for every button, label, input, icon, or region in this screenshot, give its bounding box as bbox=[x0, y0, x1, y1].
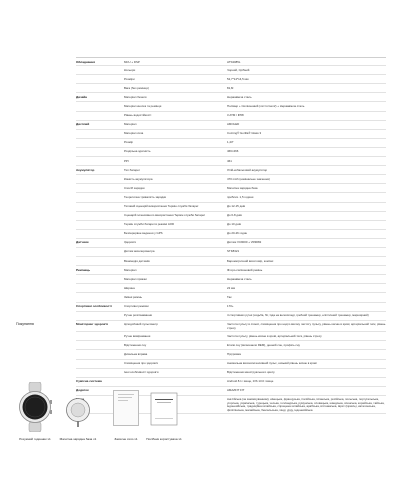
spec-key: Тип батареї bbox=[124, 167, 140, 172]
spec-category: Моніторинг здоров'я bbox=[76, 322, 108, 327]
spec-row bbox=[76, 184, 386, 193]
spec-row bbox=[76, 312, 386, 321]
spec-category bbox=[76, 350, 124, 353]
spec-row bbox=[76, 350, 386, 359]
spec-table bbox=[76, 57, 386, 414]
spec-value: Corning® Gorilla® Glass 3 bbox=[227, 131, 262, 136]
spec-value: Нержавіюча сталь bbox=[227, 94, 252, 99]
package-label-glass: Захисне скло x1 bbox=[114, 437, 138, 441]
spec-row bbox=[76, 275, 386, 284]
spec-key: Розміри bbox=[124, 76, 135, 81]
spec-value: AMOLED bbox=[227, 122, 240, 127]
spec-value: Аномальна високоінтенсивний пульс, низький рівень кисню в крові bbox=[227, 361, 317, 365]
spec-category bbox=[76, 148, 124, 151]
spec-category bbox=[76, 221, 124, 224]
spec-row bbox=[76, 221, 386, 230]
spec-key: Взаємодія датчиків bbox=[124, 258, 150, 263]
spec-category bbox=[76, 275, 124, 278]
spec-key: Інші особливості здоров'я bbox=[124, 370, 159, 375]
spec-value: Датчик VC9000 + VR9082 bbox=[227, 240, 262, 245]
spec-key: Роздільна здатність bbox=[124, 149, 151, 154]
spec-row bbox=[76, 332, 386, 341]
spec-value: 170+ bbox=[227, 304, 234, 309]
spec-value: 466×466 bbox=[227, 149, 239, 154]
spec-key: Датчик акселерометра bbox=[124, 249, 155, 254]
spec-row bbox=[76, 266, 386, 275]
spec-category bbox=[76, 102, 124, 105]
watch-icon bbox=[18, 382, 52, 432]
spec-category bbox=[76, 175, 124, 178]
spec-category bbox=[76, 139, 124, 142]
spec-category bbox=[76, 203, 124, 206]
spec-key: Ручне вимірювання bbox=[124, 333, 151, 338]
spec-key: MCU + DSP bbox=[124, 59, 140, 64]
spec-value: 81,8г bbox=[227, 85, 234, 90]
spec-category: Сумісна система bbox=[76, 379, 102, 384]
spec-key: Типовий сценарій використання Термін служби батареї bbox=[124, 204, 199, 208]
spec-row bbox=[76, 193, 386, 202]
spec-value: Частота пульсу в спокої, сповіщення про надто високу частоту пульсу, рівень кисню в крові, артеріальний тиск, рівень стресу bbox=[227, 322, 386, 330]
spec-value: Літій-кобальтовий акумулятор bbox=[227, 167, 268, 172]
spec-key: Вага (без ремінця) bbox=[124, 85, 149, 90]
spec-category bbox=[76, 112, 124, 115]
package-item-watch bbox=[18, 382, 52, 432]
spec-key: Рівень водостійкості bbox=[124, 113, 152, 118]
spec-row bbox=[76, 75, 386, 84]
spec-category bbox=[76, 312, 124, 315]
spec-key bbox=[124, 378, 227, 381]
spec-row bbox=[76, 378, 386, 387]
spec-key: Здоров'я bbox=[124, 240, 136, 245]
spec-category bbox=[76, 193, 124, 196]
spec-category bbox=[76, 184, 124, 187]
spec-key: Ємність акумулятора bbox=[124, 176, 153, 181]
spec-row bbox=[76, 369, 386, 378]
spec-category bbox=[76, 66, 124, 69]
spec-key: Цілодобовий пульсометр bbox=[124, 322, 158, 327]
spec-category bbox=[76, 212, 124, 215]
spec-row bbox=[76, 102, 386, 111]
spec-category bbox=[76, 360, 124, 363]
spec-value: STK8321 bbox=[227, 249, 240, 254]
spec-row bbox=[76, 84, 386, 93]
spec-row bbox=[76, 166, 386, 175]
spec-row bbox=[76, 66, 386, 75]
spec-key: PPI bbox=[124, 158, 129, 163]
spec-key: Матеріал кнопок та ремінця bbox=[124, 103, 162, 108]
spec-row bbox=[76, 341, 386, 350]
spec-key: Безперервне ведення у GPS bbox=[124, 231, 163, 236]
spec-value: До 6-8 днів bbox=[227, 213, 242, 218]
spec-category: Додаток bbox=[76, 388, 89, 393]
spec-key: Змінні ремінь bbox=[124, 294, 142, 299]
spec-key: Матеріал bbox=[124, 267, 137, 272]
spec-row bbox=[76, 157, 386, 166]
spec-category bbox=[76, 230, 124, 233]
spec-value: Підтримка bbox=[227, 351, 241, 356]
spec-row bbox=[76, 257, 386, 266]
spec-category bbox=[76, 75, 124, 78]
spec-category bbox=[76, 341, 124, 344]
spec-row bbox=[76, 175, 386, 184]
spec-key: Дихальна вправа bbox=[124, 351, 148, 356]
spec-value: 22 мм bbox=[227, 285, 235, 290]
package-item-manual bbox=[150, 392, 178, 426]
spec-value: Полімер + Силіконовий (лиття Gen2) + Нержавіюча сталь bbox=[227, 103, 305, 108]
spec-value: Англійська (за замовчуванням), німецька, французька, італійська, іспанська, російська, польська, португальська, угорська, українська, турецька, чеська, голландська, румунська, словацька, шведська, японська, корейська, тайська, індонезійська, традиційна китайська, спрощена китайська, арабська, в'єтнамська, іврит (ізраїль), каталонська, філіппінська, малайська, бенгальська, хінді, урду, індонезійська bbox=[227, 397, 385, 412]
spec-row bbox=[76, 284, 386, 293]
spec-row bbox=[76, 230, 386, 239]
spec-row bbox=[76, 212, 386, 221]
spec-key: Відстеження сну bbox=[124, 342, 147, 347]
spec-value: Етапи сну (включаючи REM), денний сон, профіль сну bbox=[227, 342, 300, 347]
package-item-charger bbox=[64, 396, 92, 428]
spec-value: Магнітна зарядна база bbox=[227, 185, 258, 190]
spec-category bbox=[76, 332, 124, 335]
spec-category: Дисплей bbox=[76, 122, 90, 127]
spec-row bbox=[76, 121, 386, 130]
spec-category bbox=[76, 293, 124, 296]
spec-key: Термін служби батареї в режимі AOD bbox=[124, 222, 175, 227]
package-label-charger: Магнітна зарядна база x1 bbox=[59, 437, 97, 441]
spec-value: До 12-15 днів bbox=[227, 204, 246, 208]
spec-row bbox=[76, 203, 386, 212]
package-label-manual: Посібник користувача x1 bbox=[146, 437, 182, 441]
spec-row bbox=[76, 130, 386, 139]
spec-value: 470 mAh (номінальне значення) bbox=[227, 176, 270, 181]
spec-value: Частота пульсу, рівень кисню в крові, артеріальний тиск, рівень стресу bbox=[227, 333, 322, 338]
spec-value: Нержавіюча сталь bbox=[227, 276, 252, 281]
spec-value: Відстеження менструального циклу bbox=[227, 370, 275, 375]
spec-value: 461 bbox=[227, 158, 232, 163]
spec-key: Спортивні режими bbox=[124, 304, 149, 309]
spec-key: Матеріал скла bbox=[124, 131, 144, 136]
spec-key: Матеріал пряжки bbox=[124, 276, 147, 281]
spec-row bbox=[76, 112, 386, 121]
spec-value: приблиз. 1,5 години bbox=[227, 194, 254, 199]
spec-value: 52,7*14*14,5 мм bbox=[227, 76, 249, 81]
spec-value: Барометричний висотомір, компас bbox=[227, 258, 274, 263]
spec-value: Фторо-силіконовий ремінь bbox=[227, 267, 263, 272]
package-label-watch: Розумний годинник x1 bbox=[19, 437, 51, 441]
spec-row bbox=[76, 248, 386, 257]
spec-key: Кольори bbox=[124, 67, 136, 72]
spec-category: Обладнання bbox=[76, 59, 96, 64]
spec-category: Датчики bbox=[76, 240, 89, 245]
spec-row bbox=[76, 293, 386, 302]
spec-category: Дизайн bbox=[76, 94, 88, 99]
spec-row bbox=[76, 239, 386, 248]
spec-key: Розмір bbox=[124, 140, 133, 145]
spec-category bbox=[76, 157, 124, 160]
spec-key: Матеріал безеля bbox=[124, 94, 147, 99]
spec-row bbox=[76, 57, 386, 66]
spec-key: Спосіб зарядки bbox=[124, 185, 145, 190]
spec-row bbox=[76, 303, 386, 312]
spec-key: Сценарій інтенсивного використання Термін служби батареї bbox=[124, 213, 205, 218]
spec-value: Чорний, Срібний bbox=[227, 67, 250, 72]
charger-icon bbox=[64, 396, 92, 428]
package-title: Покупання bbox=[16, 322, 34, 326]
spec-value: 4 спортивних ручні (ходьба, біг, їзда на велосипеді, гребний тренажер, еліптичний тренажер, марширний) bbox=[227, 313, 369, 318]
spec-key: Ширина bbox=[124, 285, 135, 290]
spec-category bbox=[76, 130, 124, 133]
spec-category bbox=[76, 257, 124, 260]
spec-row bbox=[76, 321, 386, 333]
spec-key: Ручне розпізнавання bbox=[124, 313, 153, 318]
spec-category: Спортивні особливості bbox=[76, 304, 112, 309]
spec-key: Матеріал bbox=[124, 122, 137, 127]
spec-row bbox=[76, 148, 386, 157]
spec-row bbox=[76, 93, 386, 102]
manual-icon bbox=[150, 392, 178, 426]
spec-value: Так bbox=[227, 294, 232, 299]
spec-category: Акумулятор bbox=[76, 167, 95, 172]
spec-category bbox=[76, 284, 124, 287]
spec-category bbox=[76, 248, 124, 251]
spec-value: ATS3085L bbox=[227, 59, 241, 64]
spec-key bbox=[124, 387, 227, 390]
spec-key: Сповіщення про здоров'я bbox=[124, 361, 158, 365]
spec-value: AMAZFIT FIT bbox=[227, 388, 245, 393]
spec-value: До 20-26 годин bbox=[227, 231, 248, 236]
package-item-glass bbox=[113, 390, 139, 426]
spec-category: Ремінець bbox=[76, 267, 91, 272]
spec-key: Теоретична тривалість зарядки bbox=[124, 194, 167, 199]
spec-value: 1,43" bbox=[227, 140, 234, 145]
spec-value: 3 АТМ / IP68 bbox=[227, 113, 244, 118]
spec-category bbox=[76, 84, 124, 87]
spec-category bbox=[76, 369, 124, 372]
spec-value: До 10 днів bbox=[227, 222, 241, 227]
spec-row bbox=[76, 360, 386, 369]
spec-row bbox=[76, 139, 386, 148]
spec-value: Android 8.1 і вище, iOS 13.0 і вище bbox=[227, 379, 274, 384]
